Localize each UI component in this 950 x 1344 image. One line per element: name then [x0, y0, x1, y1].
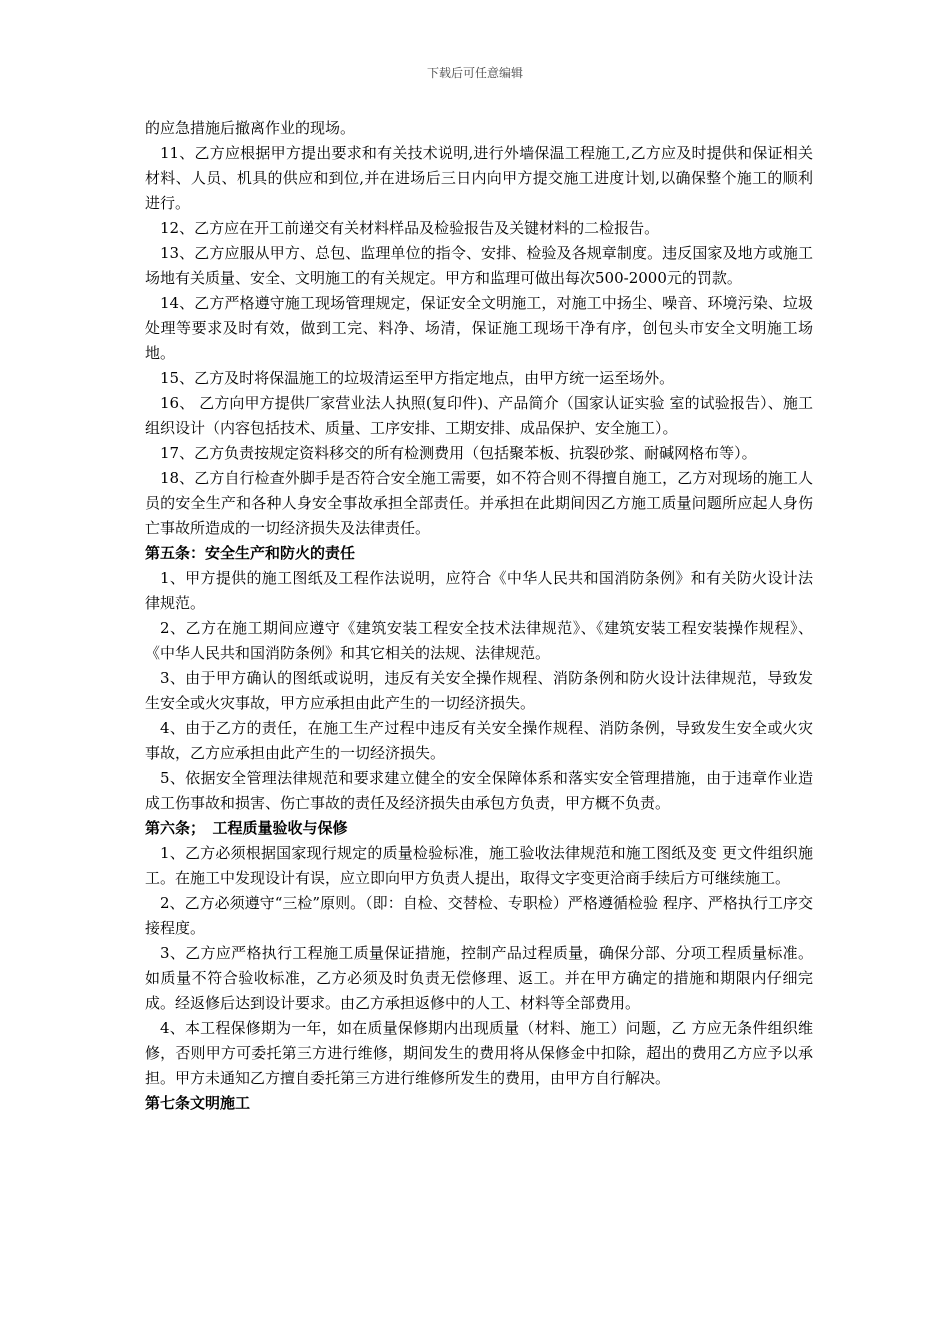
page-header-note: 下载后可任意编辑: [426, 66, 523, 80]
clause-paragraph: 16、 乙方向甲方提供厂家营业法人执照(复印件)、产品简介（国家认证实验 室的试验报告）、施工组织设计（内容包括技术、质量、工序安排、工期安排、成品保护、安全施工）。: [145, 394, 813, 437]
clause-paragraph: 2、乙方在施工期间应遵守《建筑安装工程安全技术法律规范》、《建筑安装工程安装操作规程》、《中华人民共和国消防条例》和其它相关的法规、法律规范。: [145, 619, 813, 662]
clause-paragraph: 1、甲方提供的施工图纸及工程作法说明，应符合《中华人民共和国消防条例》和有关防火设计法律规范。: [145, 569, 813, 612]
clause-paragraph: 12、乙方应在开工前递交有关材料样品及检验报告及关键材料的二检报告。: [160, 219, 660, 237]
clause-paragraph: 13、乙方应服从甲方、总包、监理单位的指令、安排、检验及各规章制度。违反国家及地方或施工场地有关质量、安全、文明施工的有关规定。甲方和监理可做出每次500-2000元的罚款。: [145, 244, 813, 287]
clause-paragraph: 15、乙方及时将保温施工的垃圾清运至甲方指定地点，由甲方统一运至场外。: [160, 369, 675, 387]
clause-paragraph: 的应急措施后撤离作业的现场。: [145, 119, 356, 137]
clause-paragraph: 4、本工程保修期为一年，如在质量保修期内出现质量（材料、施工）问题，乙 方应无条件组织维修，否则甲方可委托第三方进行维修，期间发生的费用将从保修金中扣除，超出的费用乙方应予以承担。甲方未通知乙方擅自委托第三方进行维修所发生的费用，由甲方自行解决。: [145, 1019, 813, 1087]
section-heading: 第五条：安全生产和防火的责任: [145, 544, 356, 562]
document-body: [145, 116, 813, 1116]
clause-paragraph: 5、依据安全管理法律规范和要求建立健全的安全保障体系和落实安全管理措施，由于违章作业造成工伤事故和损害、伤亡事故的责任及经济损失由承包方负责，甲方概不负责。: [145, 769, 813, 812]
clause-paragraph: 4、由于乙方的责任，在施工生产过程中违反有关安全操作规程、消防条例，导致发生安全或火灾事故，乙方应承担由此产生的一切经济损失。: [145, 719, 813, 762]
clause-paragraph: 3、由于甲方确认的图纸或说明，违反有关安全操作规程、消防条例和防火设计法律规范，导致发生安全或火灾事故，甲方应承担由此产生的一切经济损失。: [145, 669, 813, 712]
clause-paragraph: 2、乙方必须遵守“三检”原则。（即：自检、交替检、专职检）严格遵循检验 程序、严格执行工序交接程度。: [145, 894, 813, 937]
clause-paragraph: 11、乙方应根据甲方提出要求和有关技术说明,进行外墙保温工程施工,乙方应及时提供和保证相关材料、人员、机具的供应和到位,并在进场后三日内向甲方提交施工进度计划,以确保整个施工的顺利进行。: [145, 144, 813, 212]
section-heading: 第七条文明施工: [145, 1094, 251, 1112]
clause-paragraph: 17、乙方负责按规定资料移交的所有检测费用（包括聚苯板、抗裂砂浆、耐碱网格布等）。: [160, 444, 757, 462]
section-heading: 第六条； 工程质量验收与保修: [145, 819, 348, 837]
clause-paragraph: 3、乙方应严格执行工程施工质量保证措施，控制产品过程质量，确保分部、分项工程质量标准。如质量不符合验收标准，乙方必须及时负责无偿修理、返工。并在甲方确定的措施和期限内仔细完成。经返修后达到设计要求。由乙方承担返修中的人工、材料等全部费用。: [145, 944, 813, 1012]
clause-paragraph: 18、乙方自行检查外脚手是否符合安全施工需要，如不符合则不得擅自施工，乙方对现场的施工人员的安全生产和各种人身安全事故承担全部责任。并承担在此期间因乙方施工质量问题所应起人身伤亡事故所造成的一切经济损失及法律责任。: [145, 469, 813, 537]
clause-paragraph: 1、乙方必须根据国家现行规定的质量检验标准，施工验收法律规范和施工图纸及变 更文件组织施工。在施工中发现设计有误，应立即向甲方负责人提出，取得文字变更洽商手续后方可继续施工。: [145, 844, 813, 887]
clause-paragraph: 14、乙方严格遵守施工现场管理规定，保证安全文明施工，对施工中扬尘、噪音、环境污染、垃圾处理等要求及时有效，做到工完、料净、场清，保证施工现场干净有序，创包头市安全文明施工场地。: [145, 294, 813, 362]
